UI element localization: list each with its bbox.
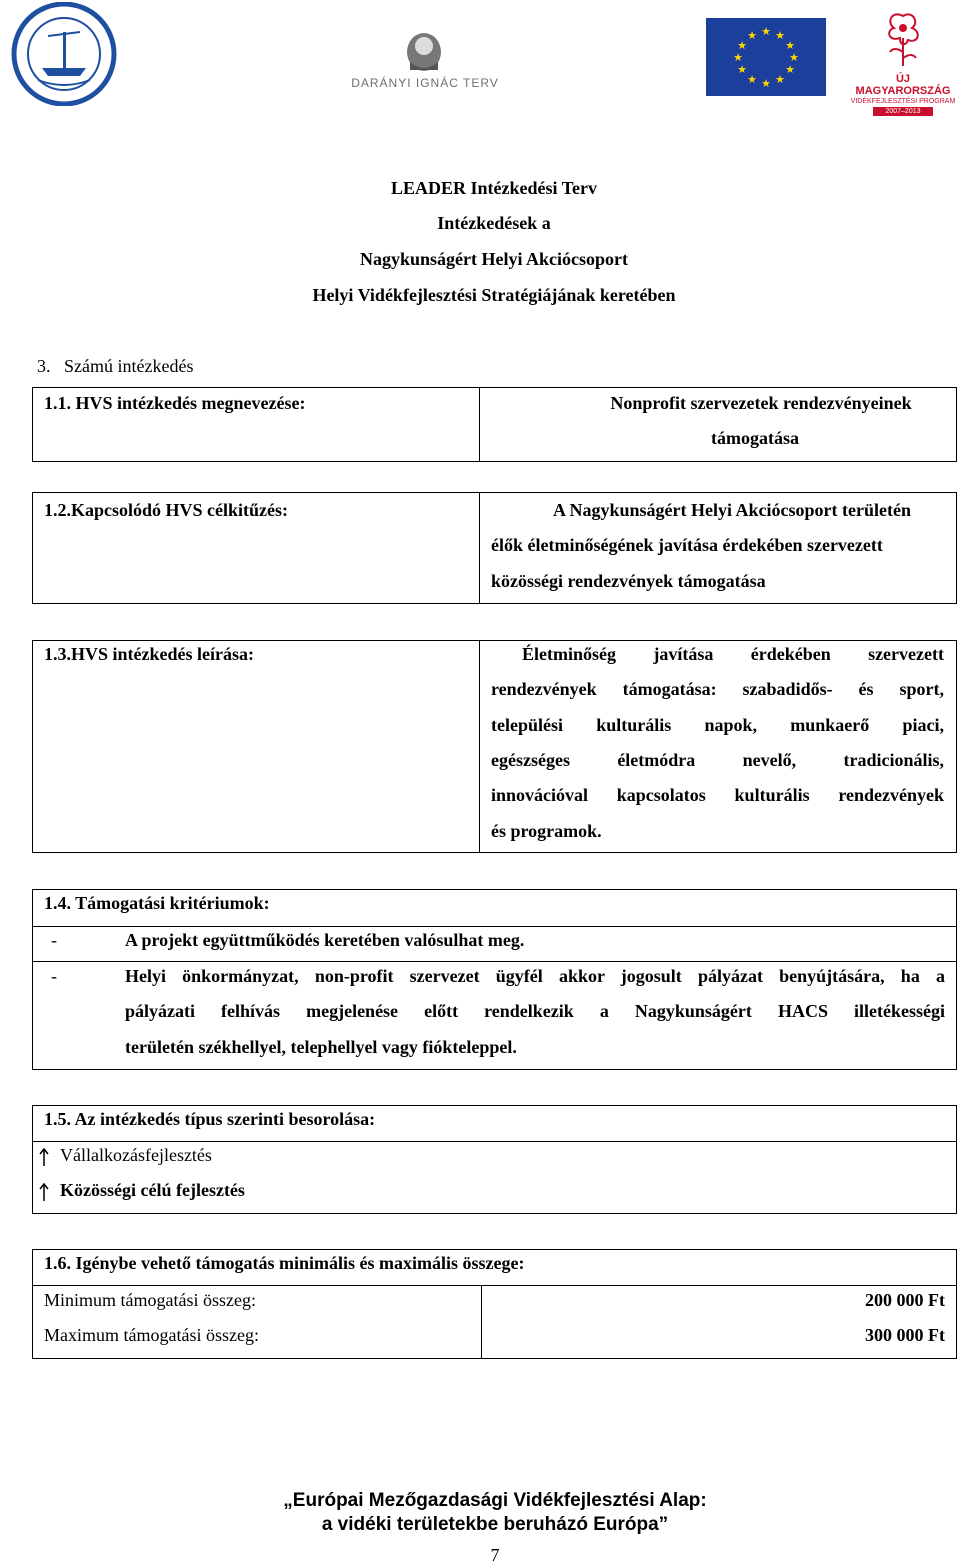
title-line-1: LEADER Intézkedési Terv (390, 178, 597, 198)
section-1-1-label: 1.1. HVS intézkedés megnevezése: (44, 393, 306, 413)
svg-text:★: ★ (761, 77, 771, 90)
footer-line-1: „Európai Mezőgazdasági Vidékfejlesztési Alap: (283, 1490, 707, 1511)
section-1-1-value-line-2: támogatása (711, 428, 799, 448)
title-line-3: Nagykunságért Helyi Akciócsoport (360, 249, 628, 269)
uj-magyarorszag-years: 2007–2013 (873, 107, 933, 116)
svg-text:★: ★ (747, 73, 757, 86)
section-1-4-label: 1.4. Támogatási kritériumok: (44, 893, 270, 913)
eu-flag (706, 18, 826, 96)
section-1-2-value-line-2: élők életminőségének javítása érdekében szervezett (491, 535, 883, 555)
section-1-3-value-line-2: rendezvények támogatása: szabadidős- és sport, (491, 679, 944, 699)
svg-text:★: ★ (733, 51, 743, 64)
section-1-1-divider (479, 387, 480, 462)
section-1-3-value-line-6: és programok. (491, 821, 602, 841)
type-option-2: Közösségi célú fejlesztés (60, 1180, 245, 1200)
section-1-3-value-line-5: innovációval kapcsolatos kulturális rendezvények (491, 785, 944, 805)
svg-text:★: ★ (737, 39, 747, 52)
section-1-3-value-line-3: települési kulturális napok, munkaerő piaci, (491, 715, 944, 735)
svg-text:★: ★ (785, 63, 795, 76)
title-line-4: Helyi Vidékfejlesztési Stratégiájának keretében (312, 285, 676, 305)
section-1-3-divider (479, 640, 480, 853)
section-1-2-label: 1.2.Kapcsolódó HVS célkitűzés: (44, 500, 289, 520)
section-1-3-value-line-1: Életminőség javítása érdekében szervezett (522, 644, 944, 664)
arrow-up-icon (38, 1182, 50, 1202)
page-number: 7 (490, 1545, 500, 1565)
section-1-6-row-divider-1 (32, 1285, 957, 1286)
footer-line-2: a vidéki területekbe beruházó Európa” (321, 1514, 669, 1535)
svg-text:★: ★ (785, 39, 795, 52)
svg-text:★: ★ (761, 25, 771, 38)
svg-text:★: ★ (747, 29, 757, 42)
svg-text:★: ★ (789, 51, 799, 64)
section-1-4-row-divider-1 (32, 926, 957, 927)
section-1-5-label: 1.5. Az intézkedés típus szerinti besorolása: (44, 1109, 376, 1129)
min-amount-value: 200 000 Ft (865, 1290, 945, 1310)
section-1-3-value-line-4: egészséges életmódra nevelő, tradicionális, (491, 750, 944, 770)
section-1-2-value-line-3: közösségi rendezvények támogatása (491, 571, 766, 591)
arrow-up-icon (38, 1147, 50, 1167)
section-1-6-divider (481, 1285, 482, 1359)
section-1-5-row-divider-1 (32, 1141, 957, 1142)
uj-magyarorszag-title: ÚJ MAGYARORSZÁG (855, 73, 951, 97)
svg-text:★: ★ (775, 73, 785, 86)
max-amount-label: Maximum támogatási összeg: (44, 1325, 259, 1345)
criteria-item-2-line-2: pályázati felhívás megjelenése előtt rendelkezik a Nagykunságért HACS illetékességi (125, 1001, 945, 1021)
criteria-item-1: A projekt együttműködés keretében valósulhat meg. (125, 930, 525, 950)
measure-number: 3. Számú intézkedés (37, 356, 194, 376)
logo-nagykunsagert (8, 2, 120, 106)
section-1-1-value-line-1: Nonprofit szervezetek rendezvényeinek (610, 393, 912, 413)
logo-daranyi-label: DARÁNYI IGNÁC TERV (351, 76, 499, 90)
section-1-3-label-text: 1.3.HVS intézkedés leírása: (44, 644, 254, 664)
title-line-2: Intézkedések a (437, 213, 551, 233)
criteria-item-2-line-1: Helyi önkormányzat, non-profit szervezet ügyfél akkor jogosult pályázat benyújtására, ha a (125, 966, 945, 986)
criteria-bullet-2: - (51, 966, 57, 986)
max-amount-value: 300 000 Ft (865, 1325, 945, 1345)
svg-text:★: ★ (737, 63, 747, 76)
min-amount-label: Minimum támogatási összeg: (44, 1290, 256, 1310)
logo-nagykunsagert-label (0, 106, 1, 107)
section-1-2-value-line-1: A Nagykunságért Helyi Akciócsoport területén (553, 500, 911, 520)
type-option-1: Vállalkozásfejlesztés (60, 1145, 212, 1165)
criteria-item-2-line-3: területén székhellyel, telephellyel vagy fiókteleppel. (125, 1037, 517, 1057)
section-1-3-label (44, 642, 254, 666)
criteria-bullet-1: - (51, 930, 57, 950)
section-1-6-label: 1.6. Igénybe vehető támogatás minimális és maximális összege: (44, 1253, 525, 1273)
svg-text:★: ★ (775, 29, 785, 42)
uj-magyarorszag-subtitle: VIDÉKFEJLESZTÉSI PROGRAM (850, 98, 956, 105)
section-1-2-divider (479, 492, 480, 604)
uj-magyarorszag-logo (848, 8, 958, 115)
section-1-4-row-divider-2 (32, 961, 957, 962)
